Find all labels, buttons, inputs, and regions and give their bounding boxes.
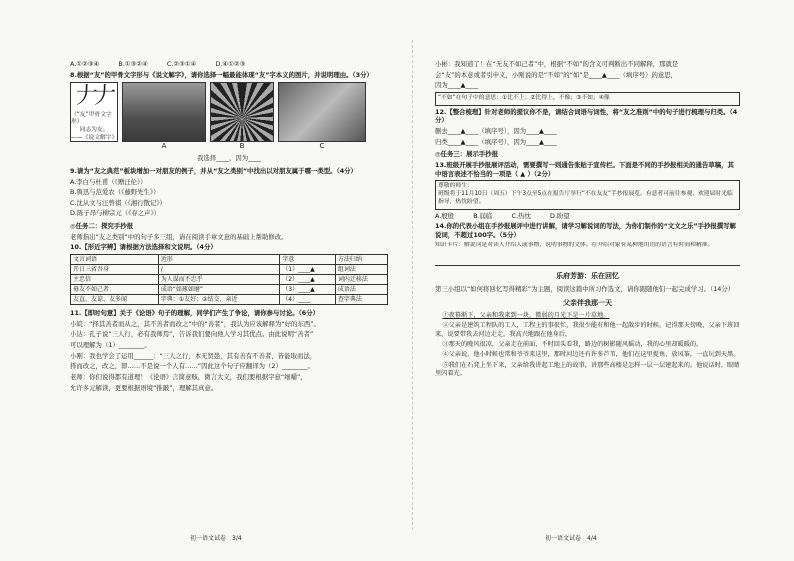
photo-c[interactable]: [278, 82, 366, 150]
xiaobin-line-3[interactable]: 因为____▲____: [435, 81, 479, 90]
essay-paragraph: ③那天的晚风很凉，父亲走在前面，不时回头看我，路边的树影随风摇动，我的心里却暖暖的。: [442, 340, 703, 348]
q8-image-row: [70, 82, 388, 150]
section-title: 乐府芳游：乐在回忆: [556, 272, 619, 281]
q11-prompt: 11.【即时句意】关于《论语》句子的理解，同学们产生了争论，请你参与讨论。（6分）: [70, 309, 320, 318]
table-header-row: [71, 255, 388, 265]
q12-line[interactable]: 删去____▲____（填序号），因为____▲____: [435, 127, 557, 136]
q13-notice-box: [435, 180, 740, 209]
table-cell: 成语法: [335, 285, 387, 295]
table-cell: 成语“如琢如磨”: [158, 285, 280, 295]
essay-paragraph: ①夜幕渐下，父亲和我来到一块，微弱的月光下是一片草地。: [442, 311, 610, 319]
photo-a-label: A: [161, 141, 167, 150]
q10-prompt: 10.【形近字辨】请根据方法选择和文说明。（4分）: [70, 243, 217, 252]
q11-line: 小皖：“择其善者而从之，其不善者而改之”中的“善者”，我认为应该解释为“好的东西”。: [70, 319, 320, 328]
q11-line: 允许多元解读，更要根据语境“推敲”，理解其真意。: [70, 383, 218, 392]
task3-heading: ◎任务三：展示手抄报: [435, 150, 499, 159]
q14-prompt: 14.你的代表小组在手抄报展评中进行讲解，请学习解说词的写法，为你们制作的“文文之乐”手抄报撰写解说词，不超过100字。（5分）: [435, 222, 736, 239]
table-row: [71, 285, 388, 295]
table-cell: 友直、友谅、友多闻: [71, 295, 159, 305]
q10-table: [70, 254, 388, 305]
q11-line[interactable]: 可以理解为（1）________。: [70, 340, 151, 349]
q9-prompt: 9.请为“友之典范”板块增加一对朋友的例子，并从“友之类别”中找出以对朋友属于哪一类型。（4分）: [70, 166, 357, 175]
q13-options[interactable]: A.殷殷 B.届临 C.热忱 D.盼望: [435, 211, 570, 220]
table-header: 方法归纳: [335, 255, 387, 265]
table-cell[interactable]: （1）____▲: [280, 265, 336, 275]
table-cell: 为人谋而不忠乎: [158, 275, 280, 285]
q9-option-a[interactable]: A.李白与杜甫（《赠汪伦》）: [70, 177, 147, 186]
photo-b-label: B: [239, 141, 245, 150]
essay-title: 父亲伴我那一天: [563, 299, 612, 308]
q14-note: 知识卡片：解说词是对读人介绍人或事物、说明事物的文体。在介绍对象有某种地用语的语言有时间和精准。: [435, 241, 714, 248]
hint-box: “不如”在句子中的意思：①比不上；②比得上，不像；③不如；④像: [435, 92, 740, 106]
xiaobin-line-2[interactable]: 会“友”的本意或者引申义，小刚说的是“不如”的“如”是____▲____（填序号）的意思，: [435, 70, 678, 79]
q7-options: A.①②③④ B.①③②④ C.②③①④ D.④①②③: [70, 60, 246, 68]
q12-line[interactable]: 归类____▲____（填序号），因为____▲____: [435, 137, 557, 146]
q13-prompt: 13.班级开展手抄报展评活动，需要撰写一则通告张贴于宣传栏。下面是不同的手抄报相关的通告草稿，其中语言表述不恰当的一项是（ ▲ ）（2分）: [435, 160, 734, 178]
xiaobin-line-1: 小彬：我知道了！在“无友不如己者”中，根据“不如”的含义可判断出不同解释，那就是: [435, 60, 679, 68]
table-cell: 组词法: [335, 265, 387, 275]
char-caption-3: ——《说文解字》: [71, 134, 118, 141]
q8-prompt: 8.根据“友”的甲骨文字形与《说文解字》，请你选择一幅最能体现“友”字本义的图片，并说明理由。（3分）: [70, 70, 373, 79]
table-cell: 毋友不如己者: [71, 285, 159, 295]
essay-paragraph: ④父亲说，他小时候也常和爷爷来这里，那时河边还有许多芦苇，他们在这里捉鱼、放风筝，一直玩到天黑。: [442, 351, 740, 359]
essay-body: [435, 312, 740, 379]
right-page: [435, 60, 740, 530]
table-cell: 词内迁移法: [335, 275, 387, 285]
right-page-footer: 初一语文试卷 4/4: [545, 534, 597, 542]
task2-desc: 老师指出“友之类别”中的句子多三组，请在阅读手章文意的基础上帮助修改。: [70, 232, 288, 241]
essay-paragraph: ②父亲是建筑工程队的工人，工程上的事很忙，我很少能有和他一起散步的时候。记得那天傍晚，父亲下班回来，说要带我去河边走走。我高兴地跟在他身后。: [435, 322, 740, 338]
left-page-footer: 初一语文试卷 3/4: [190, 534, 242, 542]
q11-line: 小刚：我也学会了运用______：“三人之行，本无贤愚，其有善有不善者，皆能取而法，: [70, 351, 317, 360]
q9-option-c[interactable]: C.沈从文与汪曾祺（《湘行散记》）: [70, 198, 166, 207]
oracle-you-glyph: 𠂇𠂇: [75, 83, 112, 109]
page-divider: [412, 40, 413, 530]
table-cell: 字典：①友好；②结交、亲近: [158, 295, 280, 305]
table-cell: 开日三省吾身: [71, 265, 159, 275]
left-page: [70, 60, 388, 530]
photo-b[interactable]: [210, 82, 274, 150]
q11-line[interactable]: 择而改之，改之，即……不是说一个人有……”因此这个句子应翻译为（2）________。: [70, 362, 314, 371]
q12-prompt: 12.【整合梳理】针对老师的提议你不是，请结合词语与词性，将“友之准则”中的句子进行梳理与归类。（4分）: [435, 107, 738, 125]
q9-option-d[interactable]: D.陈子昂与柳宗元（《春之声》）: [70, 209, 161, 218]
q13-notice-body: 班级将于11月10日（周五）下午3点至5点在报告厅举行“不在友友”手抄报展览。有意者可前往参观，欢迎届时光临指导，热忱盼望。: [438, 191, 733, 205]
table-header: 近形: [158, 255, 280, 265]
table-cell[interactable]: （4）____: [280, 295, 336, 305]
table-cell: /: [158, 265, 280, 275]
table-header: 字意: [280, 255, 336, 265]
oracle-char-card: [70, 82, 118, 142]
q11-line: 老师：你们说得都有道理！《论语》言简意赅，微言大义，我们要根据字意“细嚼”，: [70, 372, 307, 381]
table-row: [71, 295, 388, 305]
task2-heading: ◎任务二：探究手抄报: [70, 222, 134, 231]
q14-answer-line[interactable]: [435, 251, 740, 266]
q9-option-b[interactable]: B.鲁迅与范爱农（《藤野先生》）: [70, 188, 160, 197]
table-cell[interactable]: （3）____▲: [280, 285, 336, 295]
table-cell: 查字典法: [335, 295, 387, 305]
essay-paragraph: ⑤我们在石凳上坐下来，父亲给我讲起工地上的故事，讲那些高楼是怎样一层一层建起来的。他说话时，眼睛里闪着光。: [435, 361, 740, 378]
table-cell: 主忠信: [71, 275, 159, 285]
table-row: [71, 275, 388, 285]
section-intro: 第三小组以“如何将回忆写得精彩”为主题，阅读这篇中所习作选文，请你跟随他们一起完成学习。（14分）: [435, 284, 735, 293]
table-header: 文言词语: [71, 255, 159, 265]
q11-line: 小达：孔子说“三人行，必有我师焉”，告诉我们要向他人学习其优点。由此说明“善者”: [70, 330, 314, 339]
q13-notice-salutation: 尊敬的师生：: [438, 183, 473, 190]
table-cell[interactable]: （2）____▲: [280, 275, 336, 285]
char-caption-2: 同志为友。: [79, 127, 109, 134]
char-caption-1: （“友”甲骨文字形）: [71, 111, 112, 126]
q8-answer-line[interactable]: 我选择____，因为____: [197, 154, 261, 163]
photo-c-label: C: [319, 141, 325, 150]
table-row: [71, 265, 388, 275]
photo-a[interactable]: [122, 82, 206, 150]
